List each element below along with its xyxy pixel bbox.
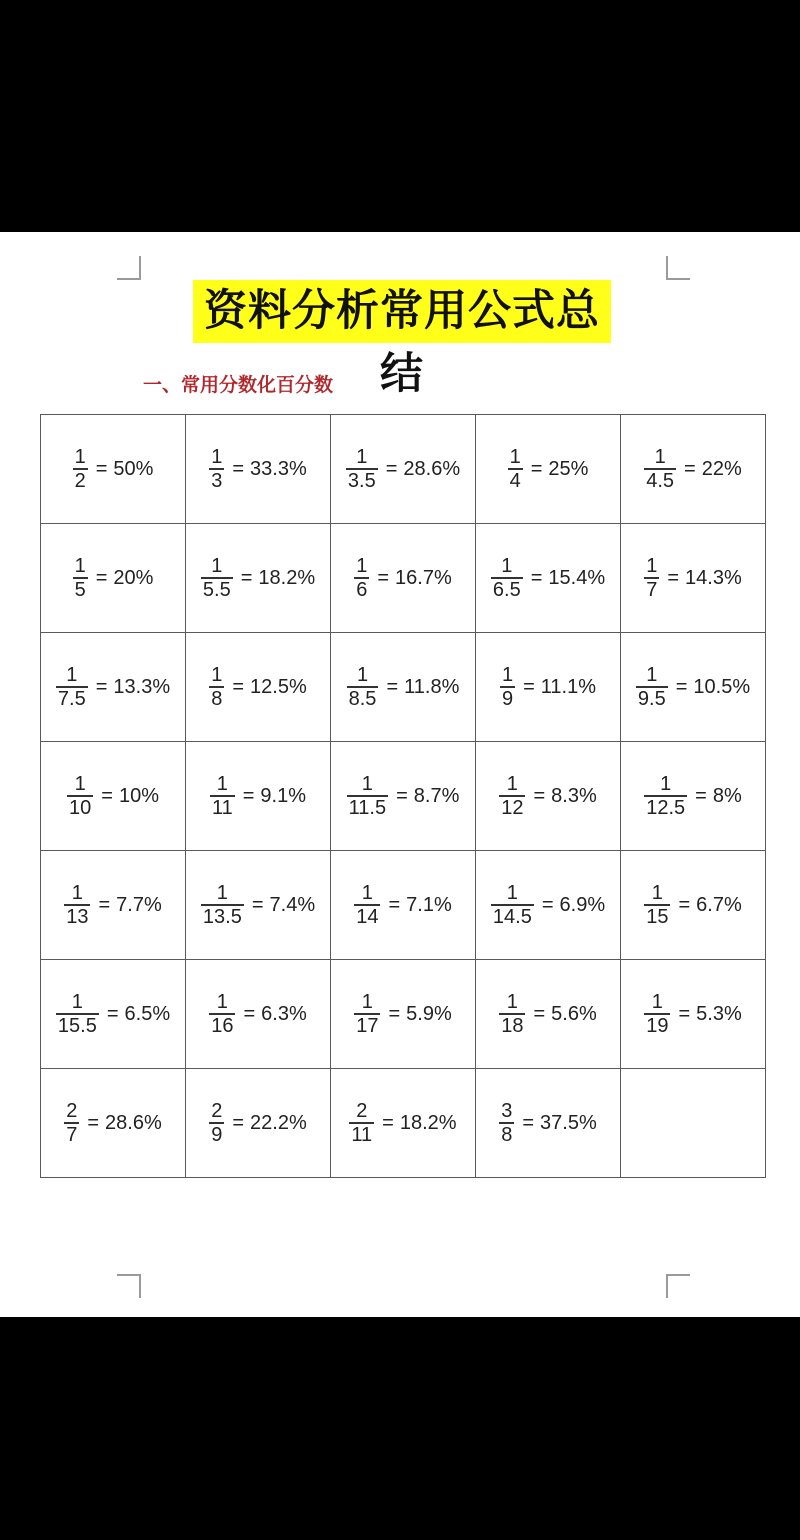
table-cell xyxy=(186,415,331,524)
percent-value: 10% xyxy=(118,784,159,807)
equals-sign: = xyxy=(98,893,111,916)
fraction xyxy=(644,882,670,928)
fraction-expression xyxy=(499,1100,597,1146)
denominator: 11 xyxy=(351,1123,373,1146)
equals-sign: = xyxy=(95,457,108,480)
percent-value: 11.1% xyxy=(540,675,597,698)
fraction xyxy=(347,773,388,819)
numerator: 1 xyxy=(660,773,672,796)
denominator: 2 xyxy=(74,469,86,492)
fraction-expression xyxy=(346,446,460,492)
equals-sign: = xyxy=(106,1002,119,1025)
table-cell xyxy=(186,1069,331,1178)
numerator: 1 xyxy=(71,882,83,905)
table-row xyxy=(41,1069,766,1178)
table-cell xyxy=(331,742,476,851)
table-cell xyxy=(331,415,476,524)
fraction xyxy=(210,773,235,819)
percent-value: 14.3% xyxy=(685,566,742,589)
denominator: 3 xyxy=(211,469,223,492)
fraction xyxy=(73,555,88,601)
fraction xyxy=(201,882,244,928)
percent-value: 6.9% xyxy=(559,893,606,916)
table-cell xyxy=(331,633,476,742)
numerator: 1 xyxy=(216,773,228,796)
numerator: 1 xyxy=(646,664,658,687)
denominator: 16 xyxy=(211,1014,234,1037)
equals-sign: = xyxy=(101,784,113,807)
equals-sign: = xyxy=(385,457,398,480)
denominator: 6.5 xyxy=(492,578,521,601)
denominator: 5.5 xyxy=(202,578,231,601)
fraction-expression xyxy=(644,446,742,492)
table-cell xyxy=(621,415,766,524)
fraction-expression xyxy=(644,555,742,601)
fraction-expression xyxy=(56,991,170,1037)
percent-value: 13.3% xyxy=(113,675,171,698)
fraction xyxy=(209,446,224,492)
denominator: 14.5 xyxy=(492,905,532,928)
percent-value: 20% xyxy=(113,566,154,589)
numerator: 2 xyxy=(211,1100,223,1123)
fraction-expression xyxy=(354,991,452,1037)
numerator: 1 xyxy=(74,555,86,578)
denominator: 19 xyxy=(646,1014,669,1037)
fraction xyxy=(508,446,523,492)
section-heading: 一、常用分数化百分数 xyxy=(143,374,334,396)
equals-sign: = xyxy=(396,784,408,807)
fraction xyxy=(209,991,235,1037)
denominator: 14 xyxy=(356,905,379,928)
denominator: 9 xyxy=(501,687,514,710)
equals-sign: = xyxy=(678,1002,691,1025)
fraction xyxy=(644,555,659,601)
page-title: 资料分析常用公式总结 xyxy=(193,280,611,343)
percent-value: 7.7% xyxy=(116,893,162,916)
denominator: 9 xyxy=(211,1123,223,1146)
fraction-expression xyxy=(209,991,307,1037)
numerator: 1 xyxy=(216,991,228,1014)
table-cell xyxy=(41,960,186,1069)
fraction xyxy=(499,991,525,1037)
fraction-expression xyxy=(491,882,605,928)
equals-sign: = xyxy=(388,1002,401,1025)
table-cell xyxy=(476,1069,621,1178)
fraction-expression xyxy=(347,664,460,710)
equals-sign: = xyxy=(388,893,401,916)
percent-value: 18.2% xyxy=(399,1111,457,1134)
percent-value: 7.1% xyxy=(406,893,452,916)
percent-value: 22.2% xyxy=(250,1111,307,1134)
numerator: 1 xyxy=(356,446,368,469)
denominator: 13.5 xyxy=(202,905,242,928)
equals-sign: = xyxy=(240,566,253,589)
numerator: 1 xyxy=(506,991,518,1014)
table-cell xyxy=(476,524,621,633)
table-cell xyxy=(621,851,766,960)
denominator: 15 xyxy=(646,905,669,928)
percent-value: 37.5% xyxy=(540,1111,597,1134)
fraction xyxy=(201,555,233,601)
fraction-expression xyxy=(354,555,452,601)
fraction xyxy=(354,555,369,601)
table-cell xyxy=(621,524,766,633)
table-cell xyxy=(476,742,621,851)
fraction xyxy=(644,446,676,492)
percent-value: 6.5% xyxy=(124,1002,171,1025)
numerator: 1 xyxy=(66,664,78,687)
table-cell xyxy=(41,633,186,742)
fraction-expression xyxy=(354,882,452,928)
percent-value: 8% xyxy=(712,784,742,807)
fraction xyxy=(349,1100,374,1146)
equals-sign: = xyxy=(232,457,245,480)
numerator: 1 xyxy=(646,555,658,578)
denominator: 3.5 xyxy=(347,469,376,492)
equals-sign: = xyxy=(377,566,390,589)
fraction-expression xyxy=(636,664,750,710)
denominator: 13 xyxy=(66,905,89,928)
fraction xyxy=(499,773,525,819)
fraction xyxy=(56,664,88,710)
fraction-expression xyxy=(499,773,597,819)
fraction-expression xyxy=(499,991,597,1037)
numerator: 1 xyxy=(501,555,513,578)
percent-value: 8.7% xyxy=(413,784,460,807)
table-cell xyxy=(621,1069,766,1178)
numerator: 1 xyxy=(361,991,373,1014)
equals-sign: = xyxy=(675,675,688,698)
denominator: 11 xyxy=(211,796,233,819)
table-cell xyxy=(621,960,766,1069)
equals-sign: = xyxy=(523,675,535,698)
percent-value: 5.6% xyxy=(551,1002,597,1025)
table-cell xyxy=(331,1069,476,1178)
numerator: 1 xyxy=(71,991,83,1014)
table-cell xyxy=(621,633,766,742)
denominator: 12 xyxy=(501,796,524,819)
percent-value: 5.3% xyxy=(696,1002,742,1025)
percent-value: 7.4% xyxy=(269,893,316,916)
table-cell xyxy=(41,742,186,851)
table-row xyxy=(41,742,766,851)
percent-value: 28.6% xyxy=(105,1111,162,1134)
fraction xyxy=(491,882,534,928)
denominator: 7 xyxy=(66,1123,78,1146)
equals-sign: = xyxy=(87,1111,100,1134)
fraction xyxy=(209,664,224,710)
document-page xyxy=(0,232,800,1317)
table-cell xyxy=(41,524,186,633)
denominator: 15.5 xyxy=(57,1014,97,1037)
fraction-percent-table xyxy=(40,414,766,1178)
percent-value: 50% xyxy=(113,457,154,480)
equals-sign: = xyxy=(533,1002,546,1025)
fraction xyxy=(636,664,668,710)
denominator: 7.5 xyxy=(57,687,86,710)
percent-value: 5.9% xyxy=(406,1002,452,1025)
fraction-expression xyxy=(210,773,306,819)
equals-sign: = xyxy=(232,1111,245,1134)
table-cell xyxy=(41,1069,186,1178)
percent-value: 12.5% xyxy=(250,675,307,698)
numerator: 3 xyxy=(501,1100,513,1123)
denominator: 12.5 xyxy=(646,796,686,819)
fraction xyxy=(64,1100,79,1146)
percent-value: 22% xyxy=(701,457,742,480)
fraction xyxy=(500,664,515,710)
equals-sign: = xyxy=(386,675,399,698)
percent-value: 28.6% xyxy=(403,457,461,480)
crop-mark-bottom-right xyxy=(666,1274,690,1298)
table-row xyxy=(41,633,766,742)
numerator: 1 xyxy=(506,882,518,905)
table-cell xyxy=(331,524,476,633)
equals-sign: = xyxy=(243,1002,256,1025)
equals-sign: = xyxy=(541,893,554,916)
denominator: 10 xyxy=(69,796,92,819)
fraction-expression xyxy=(201,882,315,928)
equals-sign: = xyxy=(242,784,255,807)
fraction xyxy=(73,446,88,492)
equals-sign: = xyxy=(667,566,680,589)
table-cell xyxy=(41,415,186,524)
numerator: 1 xyxy=(356,664,369,687)
percent-value: 16.7% xyxy=(395,566,452,589)
fraction-expression xyxy=(349,1100,456,1146)
fraction xyxy=(346,446,378,492)
denominator: 8 xyxy=(211,687,223,710)
fraction-expression xyxy=(56,664,170,710)
fraction xyxy=(354,991,380,1037)
fraction-expression xyxy=(64,882,162,928)
numerator: 1 xyxy=(74,773,86,796)
denominator: 7 xyxy=(646,578,658,601)
fraction-expression xyxy=(73,446,154,492)
equals-sign: = xyxy=(695,784,707,807)
table-row xyxy=(41,851,766,960)
table-cell xyxy=(186,851,331,960)
percent-value: 9.1% xyxy=(260,784,307,807)
numerator: 1 xyxy=(211,446,223,469)
fraction xyxy=(209,1100,224,1146)
fraction-expression xyxy=(644,991,742,1037)
fraction xyxy=(64,882,90,928)
percent-value: 8.3% xyxy=(551,784,597,807)
fraction-expression xyxy=(508,446,589,492)
percent-value: 10.5% xyxy=(693,675,751,698)
fraction-expression xyxy=(67,773,159,819)
equals-sign: = xyxy=(251,893,264,916)
table-cell xyxy=(476,633,621,742)
table-row xyxy=(41,415,766,524)
table-cell xyxy=(186,524,331,633)
equals-sign: = xyxy=(232,675,245,698)
equals-sign: = xyxy=(684,457,696,480)
table-cell xyxy=(41,851,186,960)
table-cell xyxy=(476,960,621,1069)
table-cell xyxy=(186,633,331,742)
percent-value: 25% xyxy=(548,457,589,480)
denominator: 6 xyxy=(356,578,368,601)
numerator: 1 xyxy=(509,446,521,469)
numerator: 1 xyxy=(361,773,373,796)
numerator: 1 xyxy=(361,882,373,905)
crop-mark-top-right xyxy=(666,256,690,280)
denominator: 11.5 xyxy=(348,796,387,819)
fraction xyxy=(644,991,670,1037)
table-cell xyxy=(331,960,476,1069)
fraction-expression xyxy=(209,1100,307,1146)
fraction xyxy=(67,773,93,819)
equals-sign: = xyxy=(382,1111,394,1134)
fraction-expression xyxy=(201,555,315,601)
crop-mark-bottom-left xyxy=(117,1274,141,1298)
numerator: 1 xyxy=(654,446,666,469)
denominator: 17 xyxy=(356,1014,379,1037)
denominator: 8 xyxy=(501,1123,513,1146)
fraction xyxy=(491,555,523,601)
table-row xyxy=(41,524,766,633)
equals-sign: = xyxy=(530,457,543,480)
table-cell xyxy=(476,415,621,524)
denominator: 8.5 xyxy=(348,687,377,710)
fraction-expression xyxy=(644,882,742,928)
numerator: 2 xyxy=(356,1100,368,1123)
percent-value: 6.3% xyxy=(261,1002,307,1025)
denominator: 4.5 xyxy=(646,469,675,492)
numerator: 1 xyxy=(506,773,518,796)
fraction-expression xyxy=(500,664,596,710)
numerator: 2 xyxy=(66,1100,78,1123)
fraction xyxy=(644,773,687,819)
equals-sign: = xyxy=(95,566,108,589)
fraction-expression xyxy=(644,773,742,819)
table-cell xyxy=(621,742,766,851)
percent-value: 18.2% xyxy=(258,566,316,589)
fraction-expression xyxy=(347,773,460,819)
fraction xyxy=(347,664,379,710)
percent-value: 11.8% xyxy=(404,675,460,698)
table-cell xyxy=(476,851,621,960)
numerator: 1 xyxy=(211,664,223,687)
fraction xyxy=(56,991,99,1037)
equals-sign: = xyxy=(533,784,546,807)
percent-value: 6.7% xyxy=(696,893,742,916)
numerator: 1 xyxy=(651,882,663,905)
percent-value: 33.3% xyxy=(250,457,307,480)
table-cell xyxy=(186,960,331,1069)
equals-sign: = xyxy=(530,566,543,589)
denominator: 9.5 xyxy=(637,687,666,710)
fraction-expression xyxy=(209,446,307,492)
table-row xyxy=(41,960,766,1069)
fraction-expression xyxy=(491,555,605,601)
fraction-expression xyxy=(209,664,307,710)
table-cell xyxy=(186,742,331,851)
numerator: 1 xyxy=(501,664,514,687)
equals-sign: = xyxy=(95,675,108,698)
equals-sign: = xyxy=(678,893,691,916)
equals-sign: = xyxy=(522,1111,535,1134)
denominator: 4 xyxy=(509,469,521,492)
numerator: 1 xyxy=(211,555,223,578)
numerator: 1 xyxy=(651,991,663,1014)
numerator: 1 xyxy=(356,555,368,578)
numerator: 1 xyxy=(216,882,228,905)
crop-mark-top-left xyxy=(117,256,141,280)
denominator: 18 xyxy=(501,1014,524,1037)
table-cell xyxy=(331,851,476,960)
fraction-expression xyxy=(73,555,154,601)
fraction xyxy=(354,882,380,928)
percent-value: 15.4% xyxy=(548,566,606,589)
numerator: 1 xyxy=(74,446,86,469)
fraction-expression xyxy=(64,1100,162,1146)
fraction xyxy=(499,1100,514,1146)
denominator: 5 xyxy=(74,578,86,601)
